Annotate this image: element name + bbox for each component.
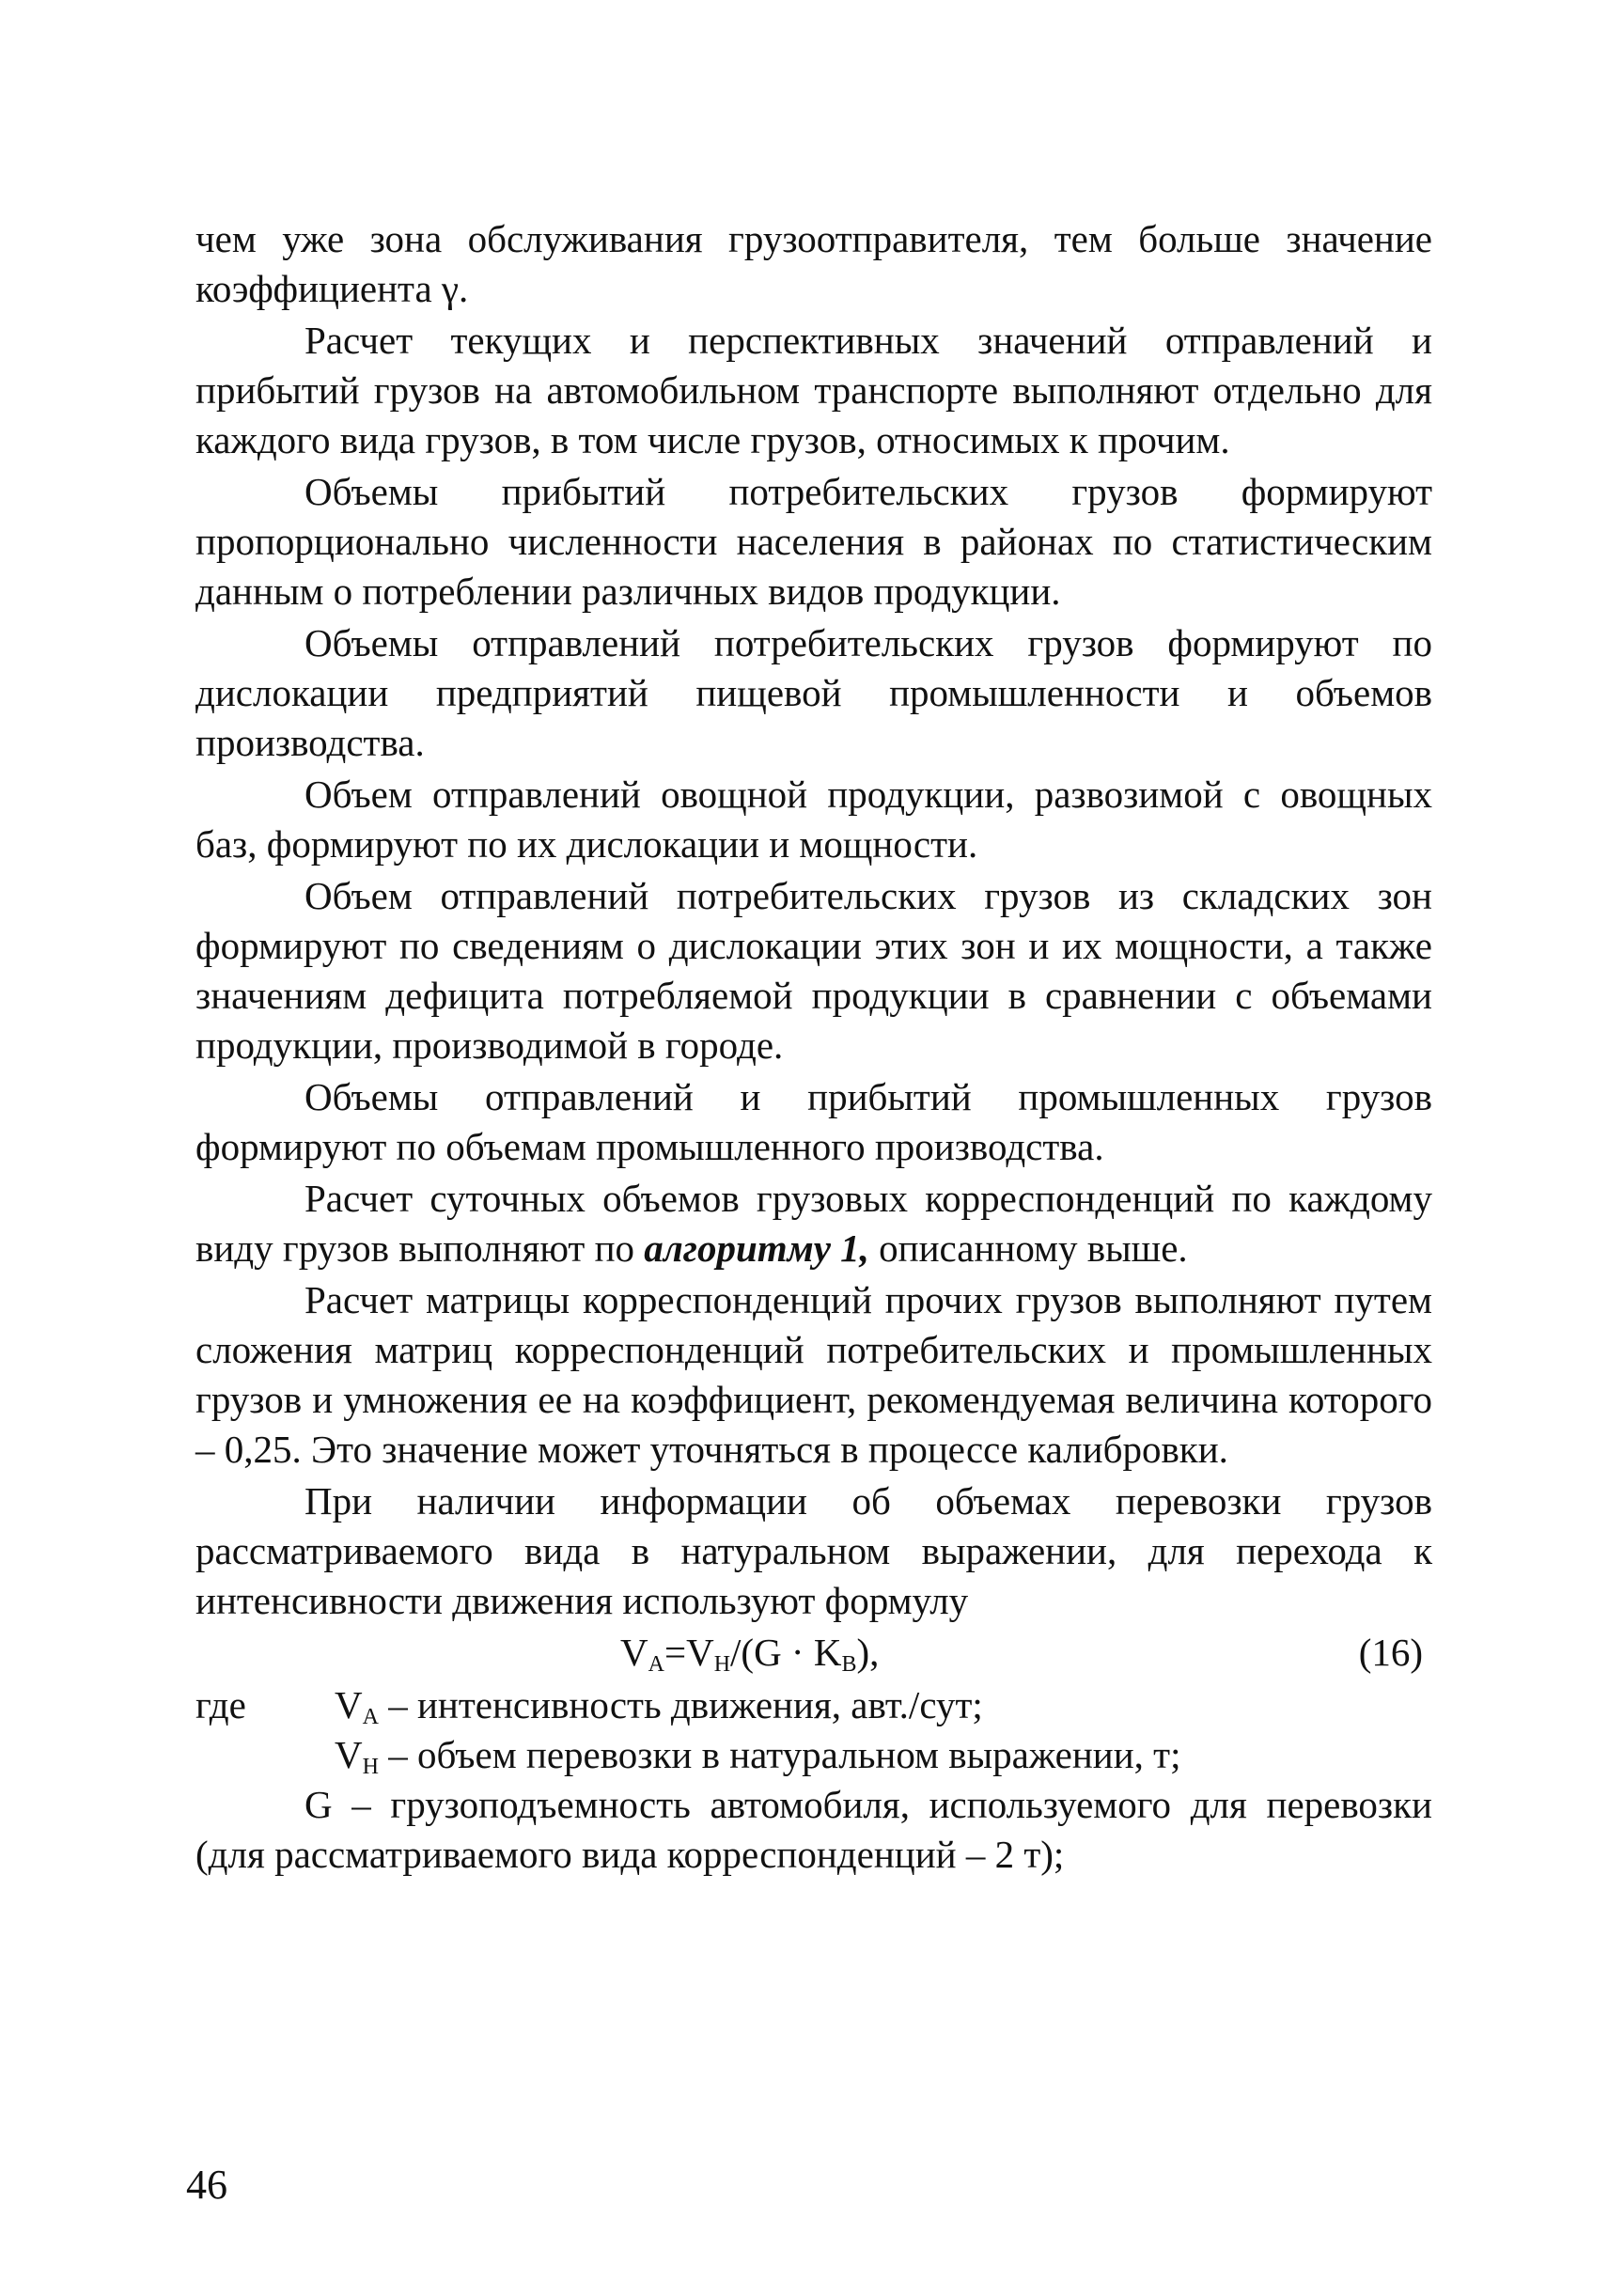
definition-g: G – грузоподъемность автомобиля, используемого для перевозки (для рассматриваемого вида корреспонденций – 2 т);	[195, 1783, 1432, 1876]
paragraph-9: При наличии информации об объемах перевозки грузов рассматриваемого вида в натуральном выражении, для перехода к интенсивности движения используют формулу	[195, 1479, 1432, 1622]
page-body	[195, 214, 1432, 1880]
formula-number: (16)	[1358, 1631, 1423, 1674]
definition-va-text: $V_А$ – интенсивность движения, авт./сут;	[335, 1683, 983, 1729]
paragraph-algorithm	[195, 1174, 1432, 1273]
where-label: где	[195, 1683, 246, 1726]
definition-vh-text: $V_Н$ – объем перевозки в натуральном выражении, т;	[335, 1733, 1181, 1779]
paragraph-2: Расчет текущих и перспективных значений отправлений и прибытий грузов на автомобильном транспорте выполняют отдельно для каждого вида грузов, в том числе грузов, относимых к прочим.	[195, 319, 1432, 461]
paragraph-5: Объем отправлений овощной продукции, развозимой с овощных баз, формируют по их дислокации и мощности.	[195, 773, 1432, 866]
definition-vh	[195, 1730, 1432, 1780]
algo-emphasis: алгоритму 1,	[644, 1226, 869, 1270]
paragraph-1: чем уже зона обслуживания грузоотправителя, тем больше значение коэффициента γ.	[195, 217, 1432, 310]
algo-text-after: описанному выше.	[868, 1226, 1188, 1270]
paragraph-4: Объемы отправлений потребительских грузов формируют по дислокации предприятий пищевой промышленности и объемов производства.	[195, 621, 1432, 764]
definition-va	[195, 1680, 1432, 1730]
paragraph-8: Расчет матрицы корреспонденций прочих грузов выполняют путем сложения матриц корреспонденций потребительских и промышленных грузов и умножения ее на коэффициент, рекомендуемая величина которого – 0,25. Это значение может уточняться в процессе калибровки.	[195, 1278, 1432, 1471]
formula-expression: $V_А=V_Н/(G \cdot K_В)$,	[620, 1631, 880, 1677]
paragraph-3: Объемы прибытий потребительских грузов формируют пропорционально численности населения в районах по статистическим данным о потреблении различных видов продукции.	[195, 470, 1432, 613]
paragraph-7: Объемы отправлений и прибытий промышленных грузов формируют по объемам промышленного производства.	[195, 1075, 1432, 1168]
page-number: 46	[186, 2162, 227, 2208]
paragraph-6: Объем отправлений потребительских грузов из складских зон формируют по сведениям о дислокации этих зон и их мощности, а также значениям дефицита потребляемой продукции в сравнении с объемами продукции, производимой в городе.	[195, 874, 1432, 1067]
formula-16	[195, 1628, 1432, 1680]
algo-text-before: Расчет суточных объемов грузовых корреспонденций по каждому виду грузов выполняют по	[195, 1177, 1432, 1270]
